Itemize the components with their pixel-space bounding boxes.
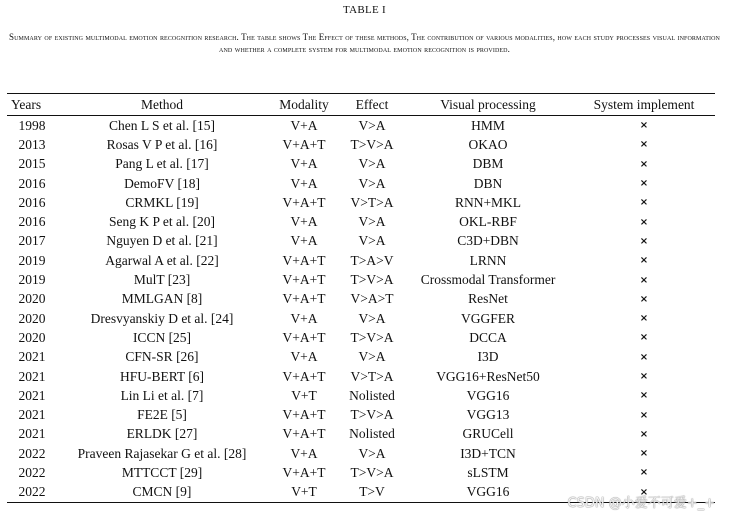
cell-visual-processing: VGGFER	[460, 310, 515, 326]
table-row	[7, 348, 715, 367]
cell-effect: T>A>V	[350, 252, 394, 268]
table-row	[7, 212, 715, 231]
table-row	[7, 290, 715, 309]
cell-visual-processing: VGG16	[403, 483, 573, 503]
cell-visual-processing: Crossmodal Transformer	[420, 272, 556, 288]
cell-year: 2021	[18, 368, 46, 384]
cell-year: 2022	[18, 464, 46, 480]
cell-method: FE2E [5]	[137, 407, 187, 423]
table-row	[7, 328, 715, 347]
cell-modality: V+A+T	[282, 368, 326, 384]
table-label: TABLE I	[342, 4, 387, 16]
table-row	[7, 444, 715, 463]
cell-modality: V+A+T	[282, 291, 326, 307]
cell-year: 2021	[18, 407, 46, 423]
table-row	[7, 367, 715, 386]
cell-visual-processing: VGG13	[466, 407, 510, 423]
cell-method: Rosas V P et al. [16]	[106, 136, 218, 152]
cell-visual-processing: sLSTM	[467, 464, 509, 480]
cell-effect: T>V>A	[350, 136, 394, 152]
cell-year: 2016	[18, 194, 46, 210]
cell-effect: V>A	[358, 349, 386, 365]
cell-effect: T>V	[341, 483, 403, 503]
cell-system-implement: ×	[639, 216, 649, 228]
cell-effect: V>A	[358, 214, 386, 230]
cell-method: ICCN [25]	[132, 329, 192, 345]
cell-visual-processing: I3D	[477, 349, 499, 365]
cell-method: CMCN [9]	[57, 483, 267, 503]
cell-system-implement: ×	[573, 483, 715, 503]
cell-effect: V>A	[358, 175, 386, 191]
cell-system-implement: ×	[639, 178, 649, 190]
cell-effect: T>V>A	[350, 464, 394, 480]
cell-visual-processing: ResNet	[468, 291, 508, 307]
cell-modality: V+A	[290, 156, 318, 172]
cell-system-implement: ×	[639, 390, 649, 402]
cell-effect: Nolisted	[349, 426, 395, 442]
cell-year: 2016	[18, 175, 46, 191]
cell-method: Pang L et al. [17]	[115, 156, 209, 172]
cell-method: Nguyen D et al. [21]	[106, 233, 218, 249]
cell-visual-processing: LRNN	[469, 252, 507, 268]
cell-method: ERLDK [27]	[126, 426, 198, 442]
cell-method: DemoFV [18]	[124, 175, 200, 191]
column-header-modality: Modality	[267, 94, 341, 116]
cell-modality: V+A	[290, 349, 318, 365]
table-row	[7, 405, 715, 424]
cell-method: Agarwal A et al. [22]	[105, 252, 219, 268]
cell-system-implement: ×	[639, 409, 649, 421]
cell-visual-processing: OKAO	[468, 136, 508, 152]
cell-method: HFU-BERT [6]	[119, 368, 205, 384]
cell-effect: T>V>A	[350, 272, 394, 288]
cell-year: 2021	[18, 387, 46, 403]
cell-modality: V+A	[290, 445, 318, 461]
cell-visual-processing: RNN+MKL	[454, 194, 522, 210]
cell-modality: V+A	[290, 214, 318, 230]
cell-modality: V+A+T	[282, 252, 326, 268]
cell-year: 2013	[18, 136, 46, 152]
cell-effect: V>A>T	[350, 291, 394, 307]
cell-modality: V+A+T	[282, 464, 326, 480]
cell-visual-processing: OKL-RBF	[459, 214, 517, 230]
cell-modality: V+A+T	[282, 194, 326, 210]
table-caption: Summary of existing multimodal emotion recognition research. The table shows The Effect of these methods, The contribution of various modalities, how each study processes visual information and whether a complete system for multimodal emotion recognition is provided.	[9, 32, 720, 54]
table-row	[7, 463, 715, 482]
cell-effect: V>T>A	[350, 194, 394, 210]
cell-modality: V+A+T	[282, 136, 326, 152]
table-row	[7, 386, 715, 405]
cell-system-implement: ×	[639, 255, 649, 267]
cell-year: 2019	[18, 272, 46, 288]
cell-year: 2022	[7, 483, 57, 503]
cell-year: 2015	[18, 156, 46, 172]
cell-system-implement: ×	[639, 293, 649, 305]
cell-visual-processing: VGG16	[466, 387, 510, 403]
cell-system-implement: ×	[639, 274, 649, 286]
cell-system-implement: ×	[639, 158, 649, 170]
cell-modality: V+T	[291, 387, 317, 403]
cell-method: Seng K P et al. [20]	[109, 214, 215, 230]
cell-effect: Nolisted	[349, 387, 395, 403]
cell-modality: V+A+T	[282, 426, 326, 442]
cell-system-implement: ×	[639, 332, 649, 344]
table-row	[7, 425, 715, 444]
cell-visual-processing: HMM	[471, 117, 505, 133]
cell-system-implement: ×	[639, 351, 649, 363]
table-row	[7, 174, 715, 193]
csdn-watermark: CSDN @小爱不可爱+_+	[567, 496, 715, 511]
cell-effect: V>A	[358, 445, 386, 461]
cell-system-implement: ×	[639, 120, 649, 132]
table-body	[7, 116, 715, 503]
summary-table	[7, 93, 715, 503]
cell-visual-processing: VGG16+ResNet50	[436, 368, 540, 384]
column-header-method: Method	[57, 94, 267, 116]
cell-method: MMLGAN [8]	[121, 291, 203, 307]
column-header-system-implement: System implement	[573, 94, 715, 116]
table-row	[7, 309, 715, 328]
table-header-row	[7, 94, 715, 116]
cell-year: 2016	[18, 214, 46, 230]
cell-year: 2022	[18, 445, 46, 461]
table-row	[7, 251, 715, 270]
cell-year: 2021	[18, 426, 46, 442]
cell-modality: V+T	[267, 483, 341, 503]
cell-visual-processing: GRUCell	[462, 426, 514, 442]
cell-system-implement: ×	[639, 139, 649, 151]
cell-system-implement: ×	[639, 313, 649, 325]
cell-modality: V+A	[290, 175, 318, 191]
cell-effect: V>T>A	[350, 368, 394, 384]
cell-effect: V>A	[358, 233, 386, 249]
cell-system-implement: ×	[639, 448, 649, 460]
cell-effect: V>A	[358, 310, 386, 326]
cell-year: 2020	[18, 291, 46, 307]
cell-method: MTTCCT [29]	[121, 464, 203, 480]
cell-year: 2019	[18, 252, 46, 268]
cell-method: Lin Li et al. [7]	[120, 387, 204, 403]
cell-visual-processing: C3D+DBN	[457, 233, 519, 249]
cell-modality: V+A+T	[282, 407, 326, 423]
cell-year: 2021	[18, 349, 46, 365]
cell-effect: V>A	[358, 156, 386, 172]
cell-method: Praveen Rajasekar G et al. [28]	[77, 445, 247, 461]
cell-visual-processing: DBM	[472, 156, 504, 172]
cell-method: CRMKL [19]	[125, 194, 199, 210]
column-header-visual-processing: Visual processing	[403, 94, 573, 116]
cell-effect: T>V>A	[350, 329, 394, 345]
cell-modality: V+A+T	[282, 272, 326, 288]
table-row	[7, 232, 715, 251]
table-row	[7, 155, 715, 174]
cell-modality: V+A+T	[282, 329, 326, 345]
table-row	[7, 193, 715, 212]
cell-year: 2020	[18, 329, 46, 345]
cell-year: 1998	[18, 117, 46, 133]
table-row	[7, 270, 715, 289]
cell-visual-processing: DBN	[473, 175, 503, 191]
cell-system-implement: ×	[639, 371, 649, 382]
column-header-effect: Effect	[341, 94, 403, 116]
cell-effect: V>A	[358, 117, 386, 133]
cell-year: 2020	[18, 310, 46, 326]
cell-system-implement: ×	[639, 467, 649, 479]
cell-system-implement: ×	[639, 428, 649, 440]
table-row	[7, 135, 715, 154]
cell-modality: V+A	[290, 117, 318, 133]
cell-system-implement: ×	[639, 235, 649, 247]
cell-method: MulT [23]	[133, 272, 191, 288]
cell-effect: T>V>A	[350, 407, 394, 423]
cell-visual-processing: DCCA	[469, 329, 507, 345]
cell-method: Dresvyanskiy D et al. [24]	[90, 310, 234, 326]
cell-method: Chen L S et al. [15]	[109, 117, 215, 133]
table-row	[7, 116, 715, 136]
cell-method: CFN-SR [26]	[125, 349, 199, 365]
cell-year: 2017	[18, 233, 46, 249]
cell-modality: V+A	[290, 233, 318, 249]
cell-system-implement: ×	[639, 197, 649, 209]
column-header-years: Years	[7, 94, 57, 116]
cell-modality: V+A	[290, 310, 318, 326]
cell-visual-processing: I3D+TCN	[460, 445, 516, 461]
